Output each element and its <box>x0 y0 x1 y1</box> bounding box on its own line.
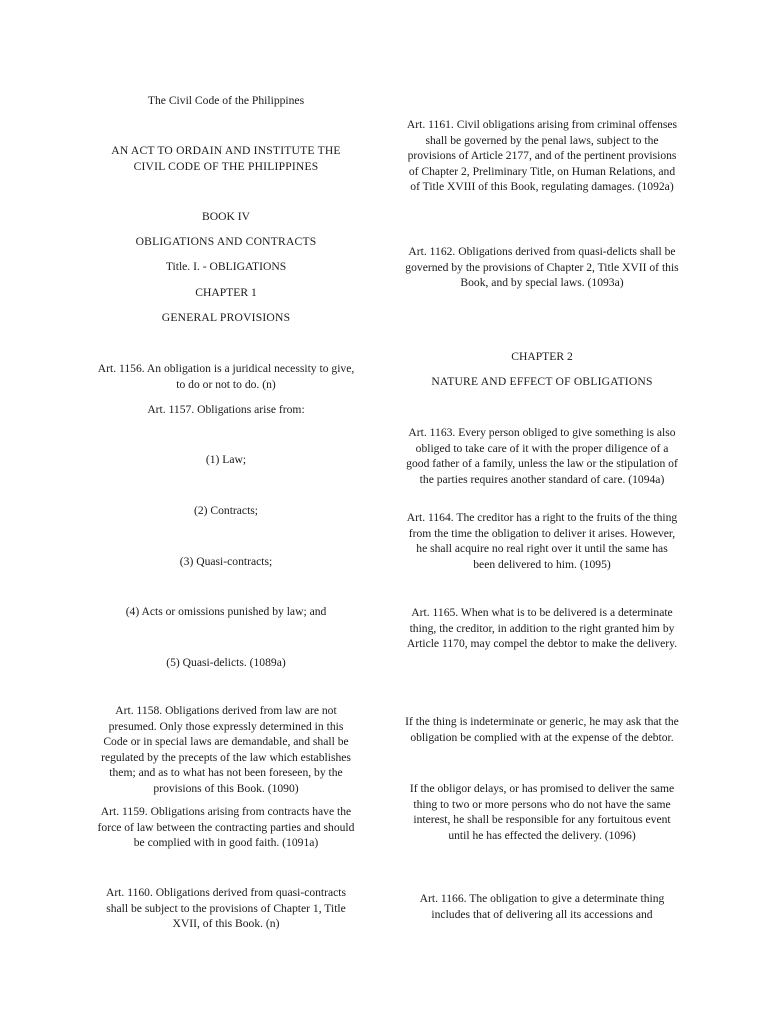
article-1158: Art. 1158. Obligations derived from law are not presumed. Only those expressly determined in this Code or in special laws are demandable, and shall be regulated by the precepts of the law which establishes them; and as to what has not been foreseen, by the provisions of this Book. (1090) <box>101 704 351 795</box>
source-contracts: (2) Contracts; <box>193 504 259 517</box>
article-1161: Art. 1161. Civil obligations arising from criminal offenses shall be governed by the penal laws, subject to the provisions of Article 2177, and of the pertinent provisions of Chapter 2, Preliminary Title, on Human Relations, and of Title XVIII of this Book, regulating damages. (1092a) <box>406 118 678 194</box>
source-law: (1) Law; <box>205 453 247 466</box>
article-1165: Art. 1165. When what is to be delivered is a determinate thing, the creditor, in addition to the right granted him by Article 1170, may compel the debtor to make the delivery. <box>406 606 678 651</box>
book-title: OBLIGATIONS AND CONTRACTS <box>135 235 317 248</box>
article-1165-paragraph-2: If the thing is indeterminate or generic, he may ask that the obligation be complied with at the expense of the debtor. <box>405 715 679 744</box>
source-quasi-contracts: (3) Quasi-contracts; <box>179 555 273 568</box>
article-1164: Art. 1164. The creditor has a right to the fruits of the thing from the time the obligation to deliver it arises. However, he shall acquire no real right over it until the same has been delivered to him. (1095) <box>406 511 678 571</box>
chapter-2-heading: CHAPTER 2 <box>511 350 573 363</box>
source-acts-omissions: (4) Acts or omissions punished by law; and <box>125 605 327 618</box>
title-heading: Title. I. - OBLIGATIONS <box>165 260 287 273</box>
act-title: AN ACT TO ORDAIN AND INSTITUTE THE CIVIL CODE OF THE PHILIPPINES <box>111 144 341 173</box>
article-1165-paragraph-3: If the obligor delays, or has promised to deliver the same thing to two or more persons who do not have the same interest, he shall be responsible for any fortuitous event until he has effected the delivery. (1096) <box>409 782 675 842</box>
article-1157: Art. 1157. Obligations arise from: <box>147 403 305 416</box>
article-1163: Art. 1163. Every person obliged to give something is also obliged to take care of it with the proper diligence of a good father of a family, unless the law or the stipulation of the parties requires another standard of care. (1094a) <box>406 426 678 486</box>
article-1156: Art. 1156. An obligation is a juridical necessity to give, to do or not to do. (n) <box>97 362 355 391</box>
chapter-2-title: NATURE AND EFFECT OF OBLIGATIONS <box>431 375 653 388</box>
article-1159: Art. 1159. Obligations arising from contracts have the force of law between the contracting parties and should be complied with in good faith. (1091a) <box>97 805 355 850</box>
chapter-1-title: GENERAL PROVISIONS <box>161 311 291 324</box>
article-1162: Art. 1162. Obligations derived from quasi-delicts shall be governed by the provisions of Chapter 2, Title XVII of this Book, and by special laws. (1093a) <box>405 245 679 290</box>
article-1160: Art. 1160. Obligations derived from quasi-contracts shall be subject to the provisions of Chapter 1, Title XVII, of this Book. (n) <box>105 886 347 931</box>
document-header: The Civil Code of the Philippines <box>147 94 305 107</box>
chapter-1-heading: CHAPTER 1 <box>195 286 257 299</box>
source-quasi-delicts: (5) Quasi-delicts. (1089a) <box>166 656 286 669</box>
article-1166: Art. 1166. The obligation to give a determinate thing includes that of delivering all its accessions and <box>419 892 665 921</box>
book-number: BOOK IV <box>202 210 250 223</box>
